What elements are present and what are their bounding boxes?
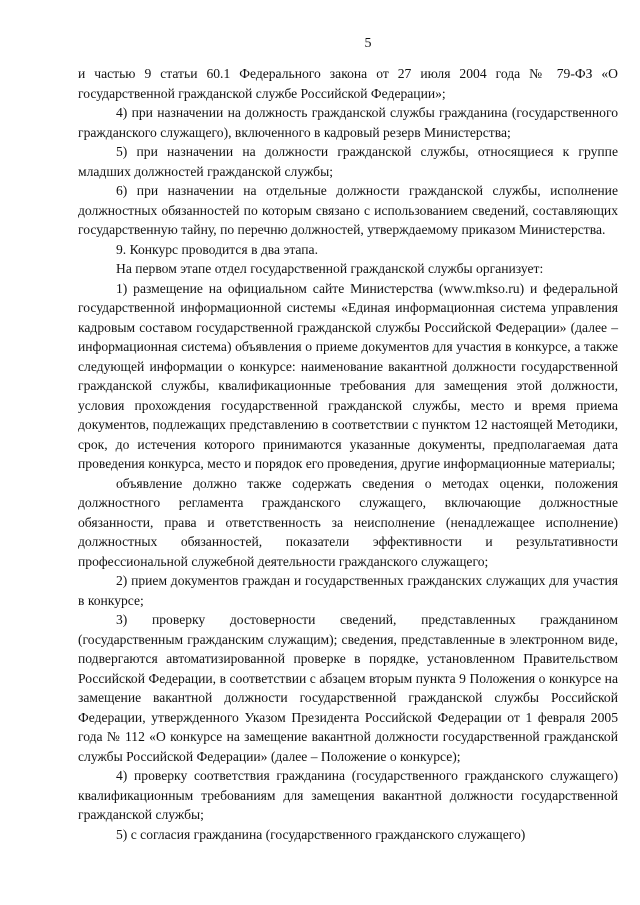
paragraph-stage-item-2: 2) прием документов граждан и государственных гражданских служащих для участия в конкурсе; <box>78 573 618 608</box>
paragraph-stage-item-4: 4) проверку соответствия гражданина (государственного гражданского служащего) квалификационным требованиям для замещения вакантной должности государственной гражданской службы; <box>78 768 618 822</box>
document-body <box>78 64 618 844</box>
paragraph-item-5: 5) при назначении на должности гражданской службы, относящиеся к группе младших должностей гражданской службы; <box>78 144 618 179</box>
paragraph-stage-item-3: 3) проверку достоверности сведений, представленных гражданином (государственным гражданским служащим); сведения, представленные в электронном виде, подвергаются автоматизированной проверке в порядке, установленном Правительством Российской Федерации, в соответствии с абзацем вторым пункта 9 Положения о конкурсе на замещение вакантной должности государственной гражданской службы Российской Федерации, утвержденного Указом Президента Российской Федерации от 1 февраля 2005 года № 112 «О конкурсе на замещение вакантной должности государственной гражданской службы Российской Федерации» (далее – Положение о конкурсе); <box>78 612 618 764</box>
paragraph-clause-9: 9. Конкурс проводится в два этапа. <box>116 241 318 257</box>
paragraph-stage-item-5: 5) с согласия гражданина (государственного гражданского служащего) <box>116 826 526 842</box>
paragraph-first-stage: На первом этапе отдел государственной гражданской службы организует: <box>116 261 544 276</box>
paragraph-stage-item-1: 1) размещение на официальном сайте Министерства (www.mkso.ru) и федеральной государственной информационной системы «Единая информационная система управления кадровым составом государственной гражданской службы Российской Федерации» (далее – информационная система) объявления о приеме документов для участия в конкурсе, а также следующей информации о конкурсе: наименование вакантной должности государственной гражданской службы, квалификационные требования для замещения этой должности, условия прохождения государственной гражданской службы, место и время приема документов, подлежащих представлению в соответствии с пунктом 12 настоящей Методики, срок, до истечения которого принимаются указанные документы, предполагаемая дата проведения конкурса, место и порядок его проведения, другие информационные материалы; <box>78 280 618 471</box>
paragraph-item-4: 4) при назначении на должность гражданской службы гражданина (государственного гражданского служащего), включенного в кадровый резерв Министерства; <box>78 105 618 140</box>
page-number: 5 <box>364 36 372 51</box>
paragraph-announcement: объявление должно также содержать сведения о методах оценки, положения должностного регламента гражданского служащего, включающие должностные обязанности, права и ответственность за неисполнение (ненадлежащее исполнение) должностных обязанностей, показатели эффективности и результативности профессиональной служебной деятельности гражданского служащего; <box>78 475 618 569</box>
paragraph-item-6: 6) при назначении на отдельные должности гражданской службы, исполнение должностных обязанностей по которым связано с использованием сведений, составляющих государственную тайну, по перечню должностей, утверждаемому приказом Министерства. <box>78 183 618 237</box>
paragraph-continuation: и частью 9 статьи 60.1 Федерального закона от 27 июля 2004 года № 79-ФЗ «О государственной гражданской службе Российской Федерации»; <box>78 66 618 101</box>
